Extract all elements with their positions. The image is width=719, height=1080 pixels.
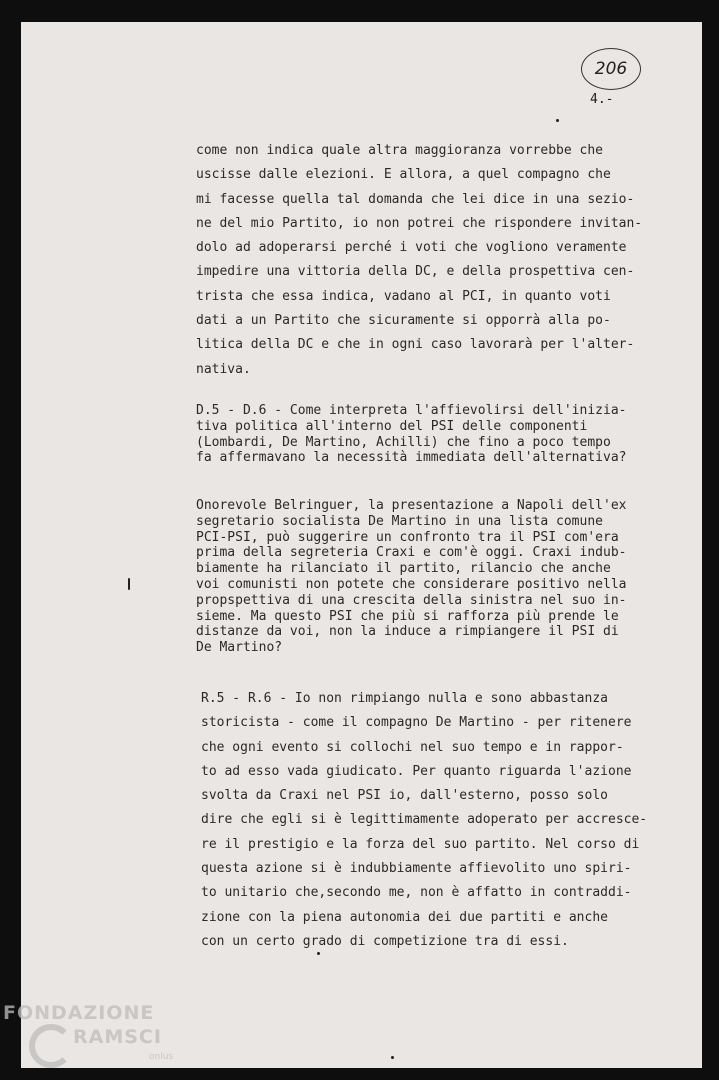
archive-number: 206 bbox=[594, 59, 628, 79]
text-line: segretario socialista De Martino in una lista comune bbox=[196, 513, 603, 529]
ink-mark bbox=[317, 952, 320, 955]
text-line: Onorevole Belringuer, la presentazione a Napoli dell'ex bbox=[196, 498, 627, 513]
page-number: 4.- bbox=[590, 92, 614, 107]
text-line: prima della segreteria Craxi e com'è oggi. Craxi indub- bbox=[196, 545, 627, 561]
text-line: zione con la piena autonomia dei due partiti e anche bbox=[201, 909, 608, 925]
text-line: nativa. bbox=[196, 361, 251, 377]
ink-mark bbox=[391, 1056, 394, 1059]
text-line: con un certo grado di competizione tra di essi. bbox=[201, 933, 569, 949]
text-line: ne del mio Partito, io non potrei che rispondere invitan- bbox=[196, 215, 643, 231]
text-line: (Lombardi, De Martino, Achilli) che fino a poco tempo bbox=[196, 434, 611, 450]
text-line: storicista - come il compagno De Martino - per ritenere bbox=[201, 715, 632, 731]
text-line: mi facesse quella tal domanda che lei dice in una sezio- bbox=[196, 191, 635, 207]
text-line: tiva politica all'interno del PSI delle componenti bbox=[196, 418, 588, 434]
text-line: De Martino? bbox=[196, 640, 283, 656]
watermark-line1: FONDAZIONE bbox=[3, 1002, 155, 1024]
archive-number-stamp bbox=[581, 48, 641, 90]
text-line: dire che egli si è legittimamente adoperato per accresce- bbox=[201, 812, 648, 828]
text-line: D.5 - D.6 - Come interpreta l'affievolirsi dell'inizia- bbox=[196, 403, 627, 418]
text-line: dolo ad adoperarsi perché i voti che vogliono veramente bbox=[196, 240, 627, 256]
margin-mark bbox=[128, 578, 130, 590]
text-line: propspettiva di una crescita della sinistra nel suo in- bbox=[196, 592, 627, 608]
answer-paragraph-continued bbox=[196, 139, 676, 382]
text-line: voi comunisti non potete che considerare positivo nella bbox=[196, 576, 627, 592]
ink-mark bbox=[556, 119, 559, 122]
text-line: re il prestigio e la forza del suo partito. Nel corso di bbox=[201, 836, 640, 852]
text-line: distanze da voi, non la induce a rimpiangere il PSI di bbox=[196, 624, 619, 640]
text-line: sieme. Ma questo PSI che più si rafforza più prende le bbox=[196, 608, 619, 624]
watermark-line3: onlus bbox=[149, 1052, 174, 1062]
text-line: PCI-PSI, può suggerire un confronto tra il PSI com'era bbox=[196, 529, 619, 545]
text-line: to unitario che,secondo me, non è affatto in contraddi- bbox=[201, 885, 632, 901]
text-line: trista che essa indica, vadano al PCI, in quanto voti bbox=[196, 288, 611, 304]
text-line: dati a un Partito che sicuramente si opporrà alla po- bbox=[196, 313, 611, 329]
text-line: R.5 - R.6 - Io non rimpiango nulla e sono abbastanza bbox=[201, 691, 608, 706]
document-page bbox=[21, 22, 702, 1068]
text-line: uscisse dalle elezioni. E allora, a quel compagno che bbox=[196, 167, 611, 183]
question-paragraph bbox=[196, 403, 676, 466]
text-line: biamente ha rilanciato il partito, rilancio che anche bbox=[196, 561, 611, 577]
answer-paragraph bbox=[201, 687, 681, 954]
watermark-g-logo-icon bbox=[29, 1024, 73, 1068]
text-line: fa affermavano la necessità immediata dell'alternativa? bbox=[196, 450, 627, 466]
watermark-line2: RAMSCI bbox=[73, 1026, 162, 1048]
text-line: come non indica quale altra maggioranza vorrebbe che bbox=[196, 143, 603, 158]
text-line: litica della DC e che in ogni caso lavorarà per l'alter- bbox=[196, 337, 635, 353]
question-intro-paragraph bbox=[196, 498, 676, 656]
text-line: to ad esso vada giudicato. Per quanto riguarda l'azione bbox=[201, 763, 632, 779]
text-line: svolta da Craxi nel PSI io, dall'esterno, posso solo bbox=[201, 788, 608, 804]
text-line: impedire una vittoria della DC, e della prospettiva cen- bbox=[196, 264, 635, 280]
foundation-watermark bbox=[3, 1002, 183, 1077]
text-line: che ogni evento si collochi nel suo tempo e in rappor- bbox=[201, 739, 624, 755]
text-line: questa azione si è indubbiamente affievolito uno spiri- bbox=[201, 861, 632, 877]
